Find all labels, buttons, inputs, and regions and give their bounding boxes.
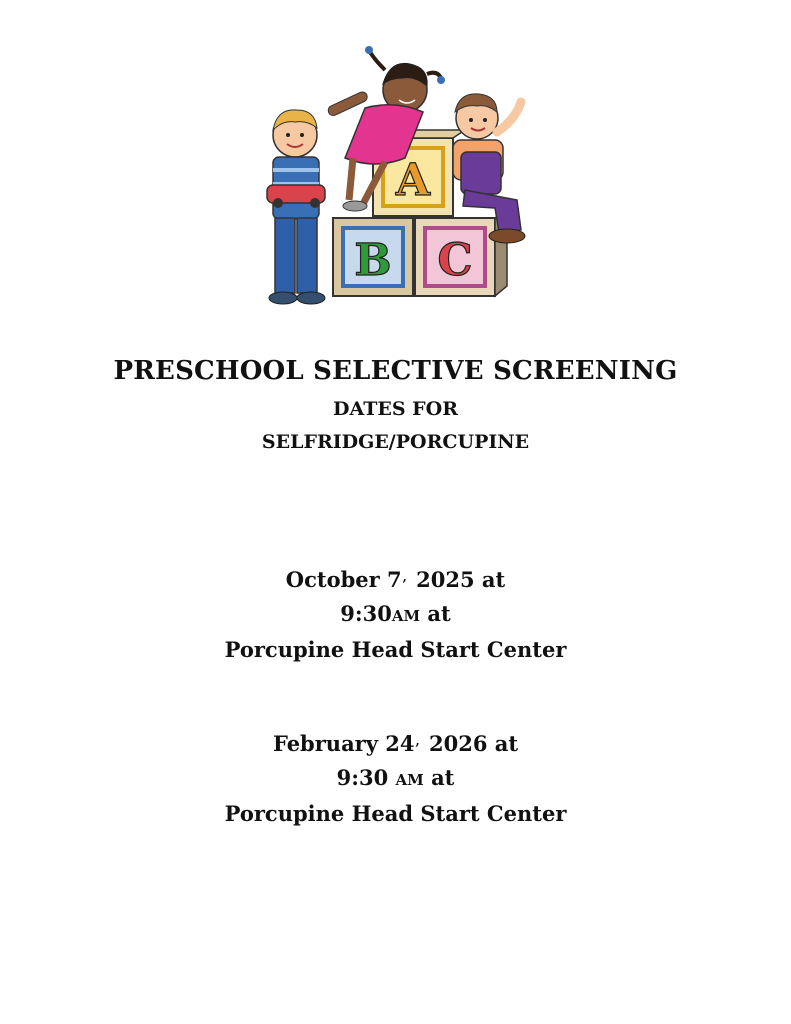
event-date-comma: , — [415, 734, 420, 748]
event-date-comma: , — [402, 570, 407, 584]
screening-event-2 — [0, 724, 791, 831]
block-b-letter: B — [354, 235, 392, 286]
event-year: 2025 at — [408, 567, 506, 592]
subtitle-dates-for: DATES FOR — [333, 398, 458, 420]
event-time-line — [0, 597, 791, 633]
subtitle-location: SELFRIDGE/PORCUPINE — [261, 431, 530, 453]
event-time: 9:30 — [336, 765, 396, 790]
event-time-suffix: at — [420, 601, 451, 626]
event-year: 2026 at — [421, 731, 519, 756]
block-c-letter: C — [437, 235, 473, 286]
page-title: PRESCHOOL SELECTIVE SCREENING — [113, 356, 678, 386]
event-date: February 24 — [272, 731, 415, 756]
event-meridiem: AM — [391, 607, 421, 625]
event-location: Porcupine Head Start Center — [224, 801, 567, 826]
block-c — [415, 210, 507, 296]
block-a-letter: A — [395, 155, 431, 206]
boy-left-figure — [267, 110, 325, 304]
event-time-suffix: at — [423, 765, 455, 790]
screening-event-1 — [0, 560, 791, 667]
event-time-line — [0, 761, 791, 797]
event-location: Porcupine Head Start Center — [224, 637, 567, 662]
event-time: 9:30 — [340, 601, 392, 626]
event-date-line — [0, 560, 791, 597]
block-b — [333, 218, 413, 296]
event-date-line — [0, 724, 791, 761]
kids-abc-blocks-illustration — [245, 40, 545, 315]
event-date: October 7 — [285, 567, 402, 592]
event-meridiem: AM — [395, 771, 424, 789]
